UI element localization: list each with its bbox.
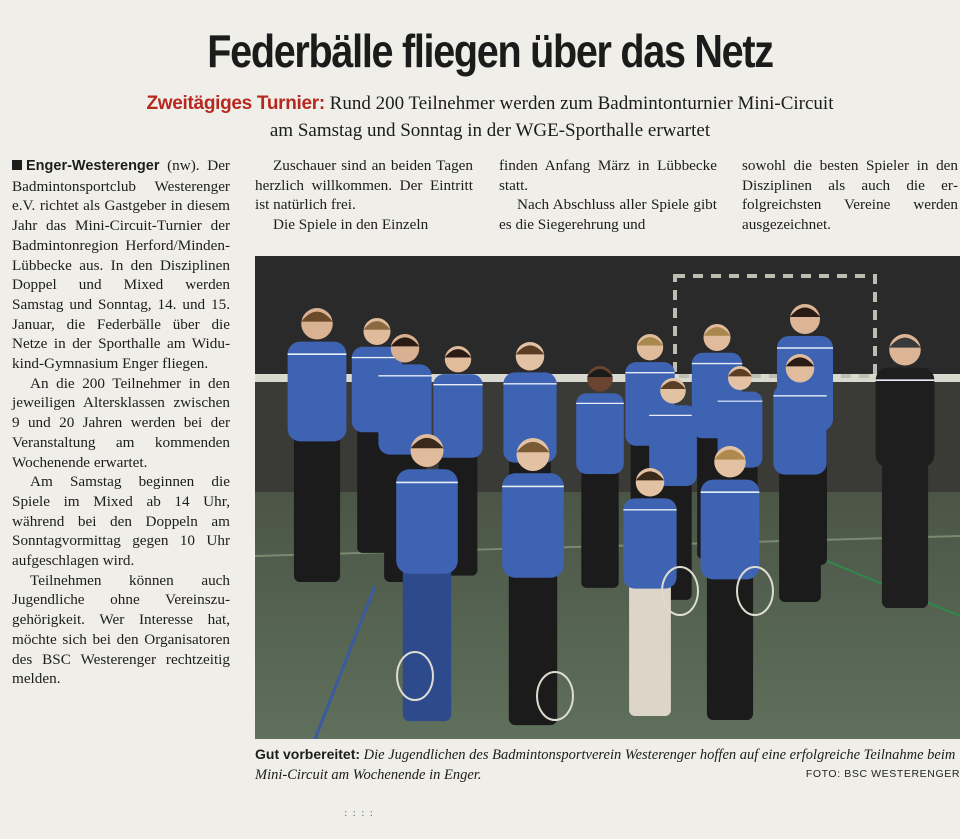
player-figure — [623, 468, 676, 716]
article-column-2 — [255, 156, 473, 235]
article-paragraph: Zuschauer sind an beiden Tagen herzlich willkommen. Der Eintritt ist natürlich frei. — [255, 157, 473, 214]
caption-text: Die Jugendlichen des Badmintonsportverein Westerenger hoffen auf eine erfolgreiche Teilnahme beim Mini-Circuit am Wochenende in Enger. — [255, 747, 956, 783]
team-photo — [255, 256, 960, 739]
subheadline — [60, 90, 920, 144]
article-column-4 — [742, 156, 958, 235]
article-paragraph: An die 200 Teilnehmer in den jeweiligen Altersklassen zwischen 9 und 20 Jahren werden bei der Veranstaltung am kommenden Wochenende erwartet. — [12, 374, 230, 471]
headline: Federbälle fliegen über das Netz — [207, 25, 773, 77]
player-figure — [773, 354, 826, 602]
player-figure — [876, 334, 935, 608]
player-figure — [396, 434, 458, 721]
caption-label: Gut vorbereitet: — [255, 746, 361, 762]
article-paragraph-text: (nw). Der Badmintonsportclub Westerenger e.V. richtet als Gastgeber in diesem Jahr das Mini-Circuit-Turnier der Badmintonregion Herford/Minden-Lübbecke aus. In den Disziplinen Doppel und Mixed werden Samstag und Sonntag, 14. und 15. Januar, die Federbälle über die Netze in der Sporthalle am Widukind-Gymnasium Enger fliegen. — [12, 157, 230, 373]
subheadline-kicker: Zweitägiges Turnier: — [146, 93, 325, 114]
article-paragraph: Am Samstag beginnen die Spiele im Mixed ab 14 Uhr, während bei den Doppeln am Sonntagvormittag gegen 10 Uhr aufgeschlagen wird. — [12, 473, 230, 570]
player-figure — [288, 308, 347, 582]
player-figure — [502, 438, 564, 725]
article-paragraph: sowohl die besten Spieler in den Disziplinen als auch die erfolgreichsten Vereine werden ausgezeichnet. — [742, 157, 958, 234]
article-paragraph: Nach Abschluss aller Spiele gibt es die Siegerehrung und — [499, 196, 717, 234]
article-paragraph: Teilnehmen können auch Jugendliche ohne Vereinszugehörigkeit. Wer Interesse hat, möchte sich bei den Organisatoren des BSC Westerenger rechtzeitig melden. — [12, 571, 230, 688]
article-paragraph: finden Anfang März in Lübbecke statt. — [499, 157, 717, 194]
article-paragraph: Die Spiele in den Einzeln — [273, 216, 429, 234]
article-column-3 — [499, 156, 717, 235]
article-dateline: Enger-Westerenger — [26, 158, 160, 174]
player-figure — [701, 446, 760, 720]
player-figure — [576, 366, 624, 588]
print-registration-marks: : : : : — [344, 808, 375, 819]
article-paragraph — [12, 156, 230, 374]
photo-credit: FOTO: BSC WESTERENGER — [805, 768, 960, 780]
team-photo-illustration — [255, 256, 960, 739]
bullet-square-icon — [12, 160, 22, 170]
subheadline-text-2: am Samstag und Sonntag in der WGE-Sporthalle erwartet — [269, 120, 711, 141]
article-column-1 — [12, 156, 230, 689]
subheadline-text-1: Rund 200 Teilnehmer werden zum Badmintonturnier Mini-Circuit — [324, 93, 834, 114]
